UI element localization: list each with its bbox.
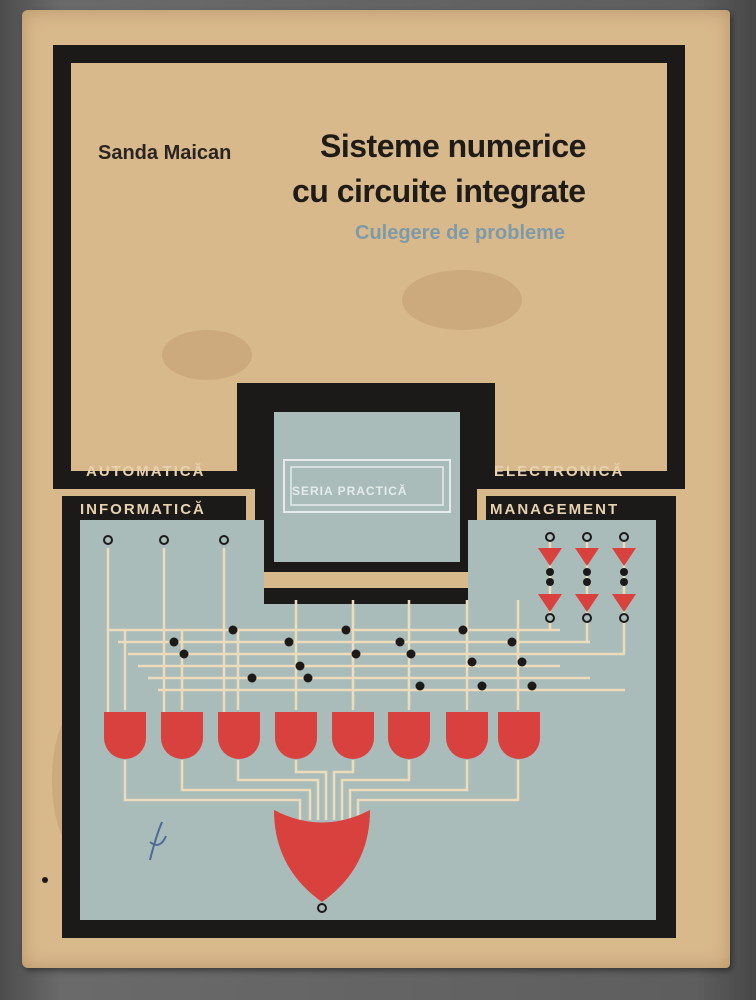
ink-dot xyxy=(42,877,48,883)
and-gate xyxy=(388,712,430,759)
and-gate xyxy=(498,712,540,759)
and-gate xyxy=(218,712,260,759)
book-title-line-2: cu circuite integrate xyxy=(292,173,586,209)
label-informatica: INFORMATICĂ xyxy=(80,501,206,518)
label-automatica: AUTOMATICĂ xyxy=(86,463,206,480)
series-label: SERIA PRACTICĂ xyxy=(292,484,408,498)
and-gate xyxy=(275,712,317,759)
and-gate xyxy=(104,712,146,759)
label-electronica: ELECTRONICĂ xyxy=(494,463,625,480)
book-title-line-1: Sisteme numerice xyxy=(320,128,586,164)
label-management: MANAGEMENT xyxy=(490,501,620,518)
and-gate xyxy=(332,712,374,759)
book-subtitle: Culegere de probleme xyxy=(355,222,566,244)
and-gate xyxy=(446,712,488,759)
author-name: Sanda Maican xyxy=(98,142,232,164)
and-gate xyxy=(161,712,203,759)
